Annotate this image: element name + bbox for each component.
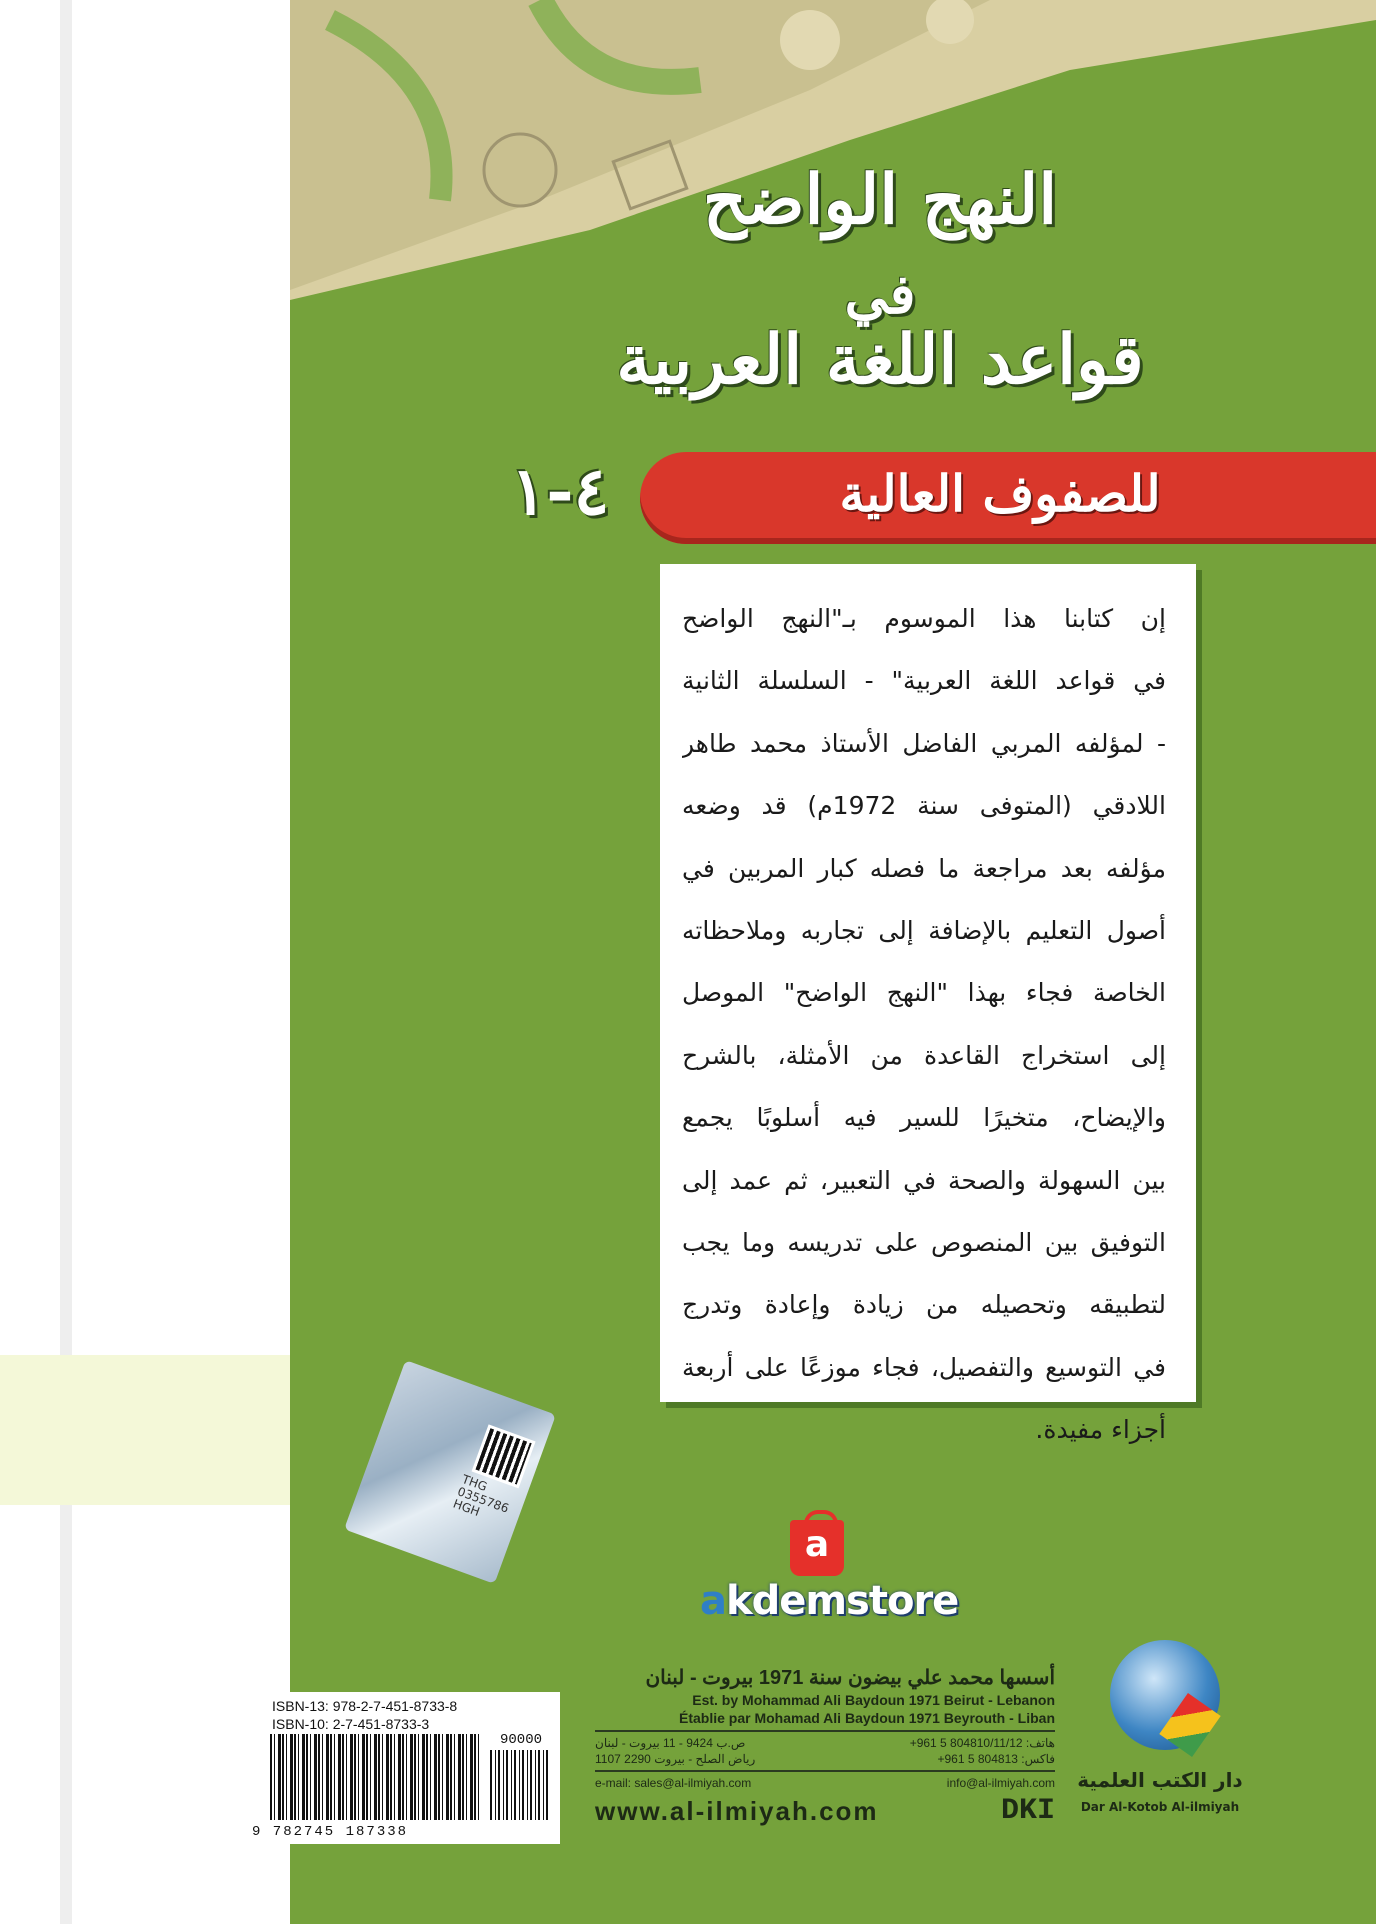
back-cover	[290, 0, 1376, 1924]
divider	[595, 1770, 1055, 1772]
book-spine	[0, 0, 293, 1924]
subtitle-ribbon	[640, 452, 1376, 544]
description-line: في قواعد اللغة العربية" - السلسلة الثانية	[682, 666, 1166, 696]
description-line: والإيضاح، متخيرًا للسير فيه أسلوبًا يجمع	[682, 1103, 1166, 1133]
book-title-line-3: قواعد اللغة العربية	[616, 320, 1144, 400]
contact-row	[595, 1736, 1055, 1750]
publisher-name-arabic: دار الكتب العلمية	[1077, 1768, 1243, 1792]
email-sales: e-mail: sales@al-ilmiyah.com	[595, 1776, 752, 1790]
description-line: في التوسيع والتفصيل، فجاء موزعًا على أربعة	[682, 1352, 1166, 1382]
decorative-pattern	[290, 0, 1376, 300]
isbn-10: ISBN-10: 2-7-451-8733-3	[272, 1716, 430, 1732]
subtitle-text: للصفوف العالية	[839, 464, 1161, 523]
parts-label: ٤-١	[510, 452, 610, 530]
founded-arabic: أسسها محمد علي بيضون سنة 1971 بيروت - لبنان	[645, 1667, 1055, 1689]
contact-row	[595, 1776, 1055, 1790]
email-info: info@al-ilmiyah.com	[946, 1776, 1055, 1790]
isbn-label	[250, 1692, 560, 1844]
book-title-line-2: في	[844, 262, 916, 326]
description-line: مؤلفه بعد مراجعة ما فصله كبار المربين في	[682, 853, 1166, 883]
fax: +961 5 804813 :فاكس	[937, 1752, 1055, 1766]
telephone: +961 5 804810/11/12 :هاتف	[909, 1736, 1055, 1750]
store-name	[700, 1578, 959, 1624]
publisher-info	[595, 1665, 1055, 1828]
dki-mark: DKI	[1000, 1794, 1055, 1828]
po-box-riad: رياض الصلح - بيروت 2290 1107	[595, 1752, 756, 1766]
description-line: أصول التعليم بالإضافة إلى تجاربه وملاحظاته	[682, 915, 1166, 945]
founded-english: Est. by Mohammad Ali Baydoun 1971 Beirut - Lebanon	[692, 1692, 1055, 1708]
description-line: إلى استخراج القاعدة من الأمثلة، بالشرح	[682, 1040, 1166, 1070]
spine-band	[0, 1355, 290, 1505]
barcode	[270, 1734, 480, 1820]
barcode-digits: 9 782745 187338	[252, 1824, 409, 1840]
store-name-rest: kdemstore	[726, 1578, 959, 1624]
hologram-label: THG 0355786 HGH	[451, 1472, 511, 1520]
store-logo	[700, 1520, 959, 1680]
divider	[595, 1730, 1055, 1732]
shopping-bag-icon	[790, 1520, 844, 1576]
po-box: ص.ب 9424 - 11 بيروت - لبنان	[595, 1736, 746, 1750]
description-line: لتطبيقه وتحصيله من زيادة وإعادة وتدرج	[682, 1290, 1166, 1320]
description-line: أجزاء مفيدة.	[1035, 1415, 1166, 1445]
isbn-13: ISBN-13: 978-2-7-451-8733-8	[272, 1698, 458, 1714]
spine-hinge	[60, 0, 72, 1924]
publisher-name-english: Dar Al-Kotob Al-ilmiyah	[1080, 1800, 1240, 1814]
description-line: إن كتابنا هذا الموسوم بـ"النهج الواضح	[682, 604, 1166, 633]
book-title-line-1: النهج الواضح	[702, 160, 1058, 240]
store-name-prefix: a	[700, 1578, 726, 1624]
description-box	[660, 564, 1196, 1445]
founded-french: Établie par Mohamad Ali Baydoun 1971 Beyrouth - Liban	[679, 1710, 1055, 1726]
description-line: اللادقي (المتوفى سنة 1972م) قد وضعه	[682, 791, 1166, 821]
description-line: - لمؤلفه المربي الفاضل الأستاذ محمد طاهر	[682, 728, 1166, 758]
bag-letter: a	[804, 1524, 830, 1565]
description-line: التوفيق بين المنصوص على تدريسه وما يجب	[682, 1227, 1166, 1257]
description-line: بين السهولة والصحة في التعبير، ثم عمد إلى	[682, 1165, 1166, 1195]
description-line: الخاصة فجاء بهذا "النهج الواضح" الموصل	[682, 978, 1166, 1008]
contact-row	[595, 1752, 1055, 1766]
website-row	[595, 1794, 1055, 1828]
website: www.al-ilmiyah.com	[595, 1795, 879, 1826]
barcode-addon	[490, 1750, 550, 1820]
barcode-addon-number: 90000	[499, 1732, 542, 1748]
hologram-sticker	[344, 1360, 556, 1584]
